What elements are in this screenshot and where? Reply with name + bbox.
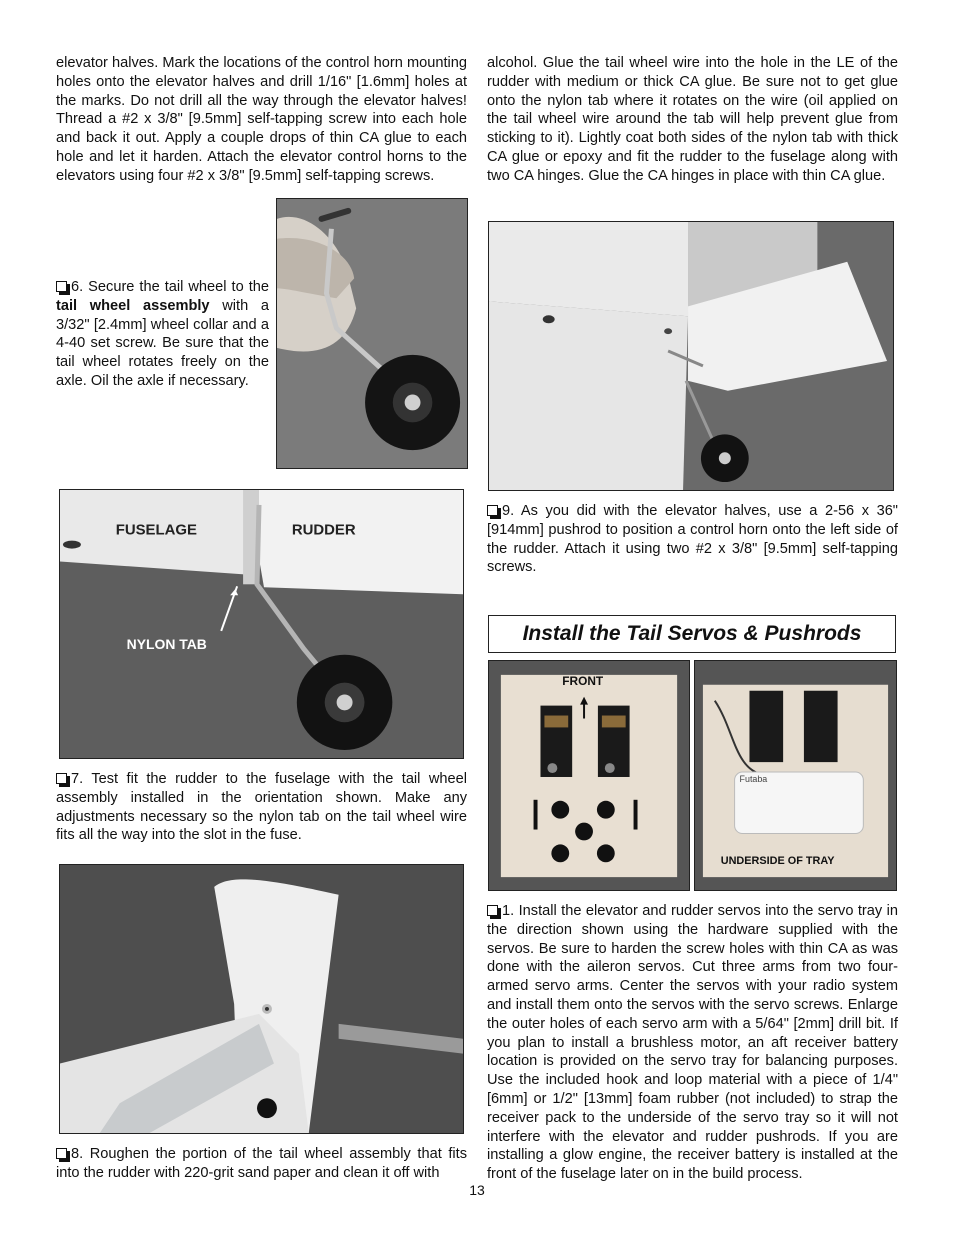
rudder-label: RUDDER	[291, 522, 356, 539]
step-1-text: 1. Install the elevator and rudder servos into the servo tray in the direction shown using the hardware supplied with the servos. Be sure to harden the screw holes with thin CA as was done with the aileron servos. Cut three arms from two four-armed servo arms. Center the servos with your radio system and install them onto the servos with the servo screws. Enlarge the outer holes of each servo arm with a 5/64" [2mm] drill bit. If you plan to install a brushless motor, an aft receiver battery location is provided on the servo tray for balancing purposes. Use the included hook and loop material with a piece of 1/4" [6mm] or 1/2" [13mm] foam rubber (not included) to strap the receiver pack to the underside of the servo tray so it will not interfere with the elevator and rudder pushrods. If you are installing a glow engine, the receiver battery is installed at the front of the fuselage later on in the build process.	[487, 903, 898, 1183]
rudder-fit-photo	[488, 221, 894, 491]
step-7-text: 7. Test fit the rudder to the fuselage with the tail wheel assembly installed in the orientation shown. Make any adjustments necessary so the nylon tab on the tail wheel wire fits all the way into the slot in the fuse.	[56, 771, 467, 844]
page-number: 13	[469, 1182, 485, 1198]
tail-wheel-photo	[276, 198, 468, 469]
checkbox-icon[interactable]	[487, 905, 498, 916]
checkbox-icon[interactable]	[56, 1148, 67, 1159]
step-8-text: 8. Roughen the portion of the tail wheel assembly that fits into the rudder with 220-grit sand paper and clean it off with	[56, 1146, 467, 1181]
step-9-text: 9. As you did with the elevator halves, use a 2-56 x 36" [914mm] pushrod to position a control horn onto the left side of the rudder. Attach it using two #2 x 3/8" [9.5mm] self-tapping screws.	[487, 503, 898, 576]
servo-tray-top-photo	[488, 660, 690, 891]
step-6-text-b: with a 3/32" [2.4mm] wheel collar and a 4-40 set screw. Be sure that the tail wheel rotates freely on the axle. Oil the axle if necessary.	[56, 297, 269, 389]
checkbox-icon[interactable]	[56, 281, 67, 292]
continuation-paragraph: alcohol. Glue the tail wheel wire into the hole in the LE of the rudder with medium or thick CA glue. Be sure not to get glue onto the nylon tab where it rotates on the wire (oil applied on the tail wheel wire around the tab will help prevent glue from sticking to it). Lightly coat both sides of the nylon tab with thick CA glue or epoxy and fit the rudder to the fuselage along with two CA hinges. Glue the CA hinges in place with thin CA glue.	[487, 55, 898, 184]
section-title: Install the Tail Servos & Pushrods	[488, 615, 896, 653]
step-8-paragraph	[56, 1145, 467, 1183]
intro-paragraph: elevator halves. Mark the locations of the control horn mounting holes onto the elevator halves and drill 1/16" [1.6mm] holes at the marks. Do not drill all the way through the elevator halves! Thread a #2 x 3/8" [9.5mm] self-tapping screw into each hole and back it out. Apply a couple drops of thin CA glue to each hole and let it harden. Attach the elevator control horns to the elevators using four #2 x 3/8" [9.5mm] self-tapping screws.	[56, 55, 467, 184]
step-9-paragraph	[487, 502, 898, 577]
checkbox-icon[interactable]	[56, 773, 67, 784]
step-7-paragraph	[56, 770, 467, 845]
fuselage-label: FUSELAGE	[115, 522, 197, 539]
servo-tray-underside-photo	[694, 660, 897, 891]
step-6-text-a: 6. Secure the tail wheel to the	[71, 279, 269, 295]
nylon-tab-label: NYLON TAB	[126, 635, 207, 652]
step-6-paragraph	[56, 278, 269, 391]
front-label: FRONT	[562, 673, 604, 688]
brand-label: Futaba	[739, 773, 768, 784]
underside-label: UNDERSIDE OF TRAY	[720, 855, 835, 868]
step-6-bold: tail wheel assembly	[56, 297, 210, 314]
tail-fin-photo	[59, 864, 464, 1134]
step-1-paragraph	[487, 902, 898, 1184]
fuselage-rudder-photo	[59, 489, 464, 759]
checkbox-icon[interactable]	[487, 505, 498, 516]
